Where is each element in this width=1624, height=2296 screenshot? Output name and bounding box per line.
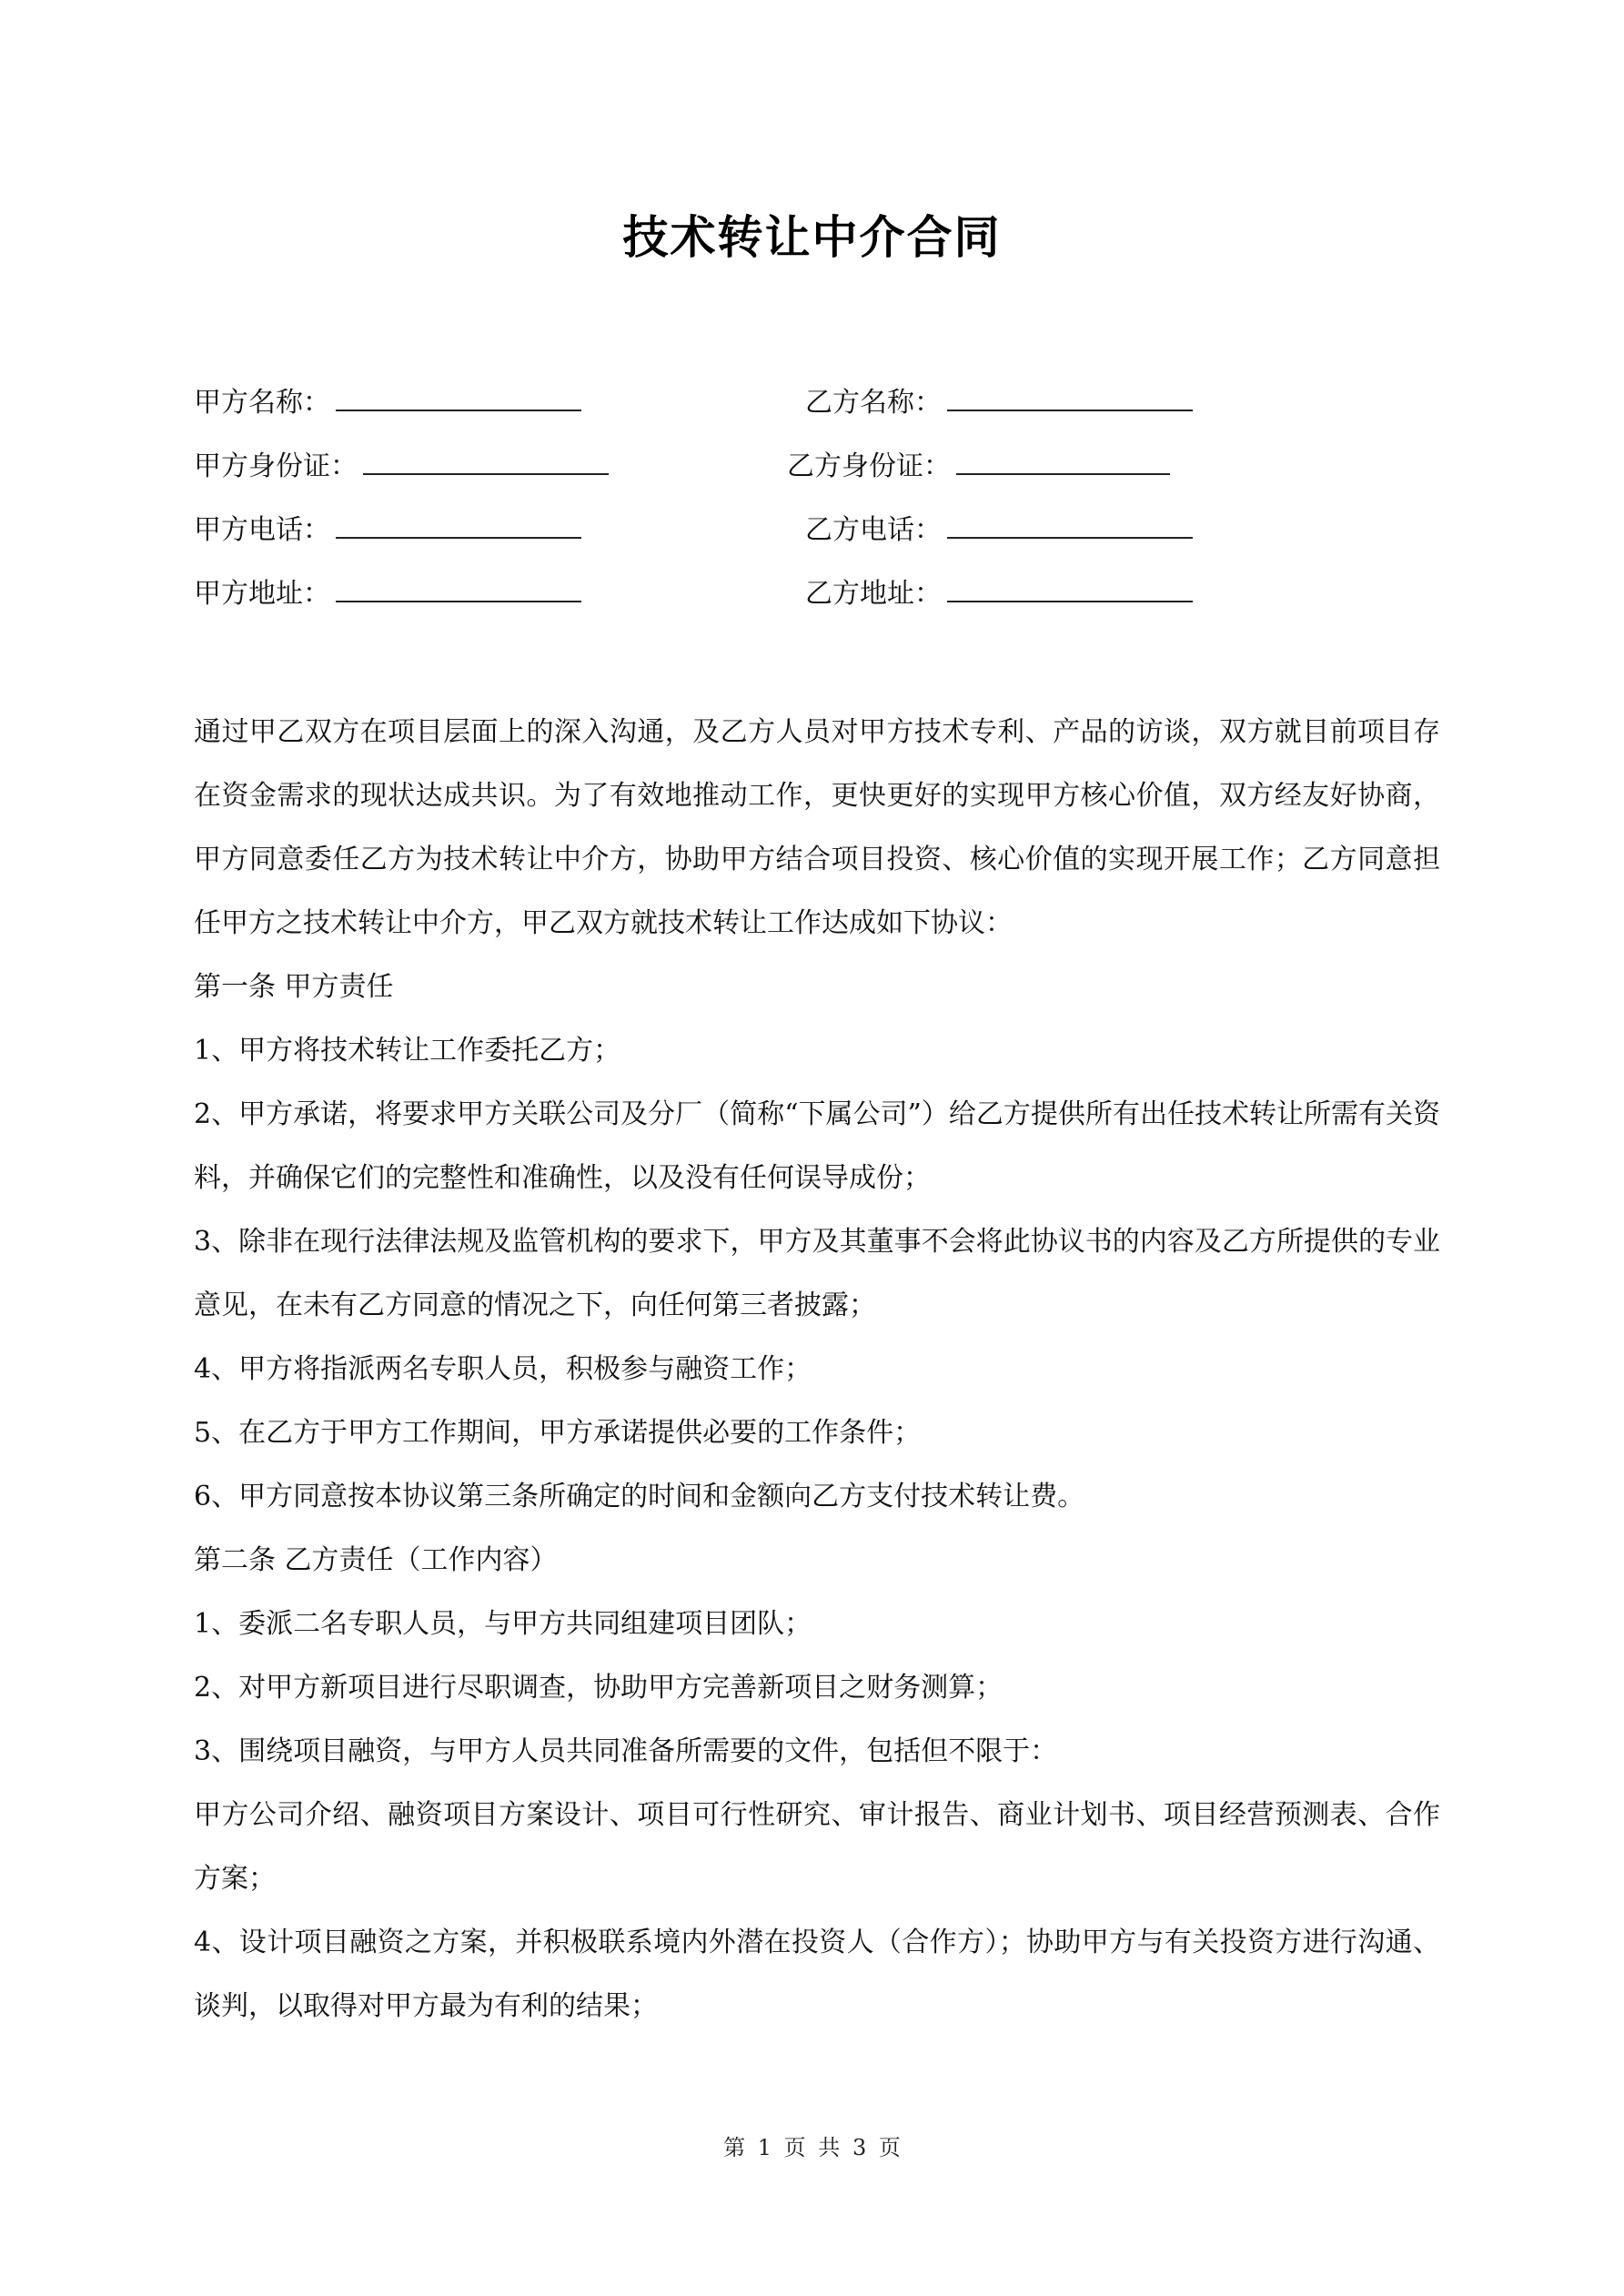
party-b-name-field (805, 380, 1193, 426)
party-a-address-label: 甲方地址： (194, 578, 330, 610)
party-a-address-field (194, 571, 581, 617)
article-1-item: 2、甲方承诺，将要求甲方关联公司及分厂（简称“下属公司”）给乙方提供所有出任技术转让所需有关资料，并确保它们的完整性和准确性，以及没有任何误导成份； (194, 1098, 1440, 1194)
party-b-name-label: 乙方名称： (805, 387, 942, 419)
party-b-address-label: 乙方地址： (805, 578, 942, 610)
article-1-heading: 第一条 甲方责任 (194, 971, 394, 1003)
intro-paragraph: 通过甲乙双方在项目层面上的深入沟通，及乙方人员对甲方技术专利、产品的访谈，双方就目前项目存在资金需求的现状达成共识。为了有效地推动工作，更快更好的实现甲方核心价值，双方经友好协商，甲方同意委任乙方为技术转让中介方，协助甲方结合项目投资、核心价值的实现开展工作；乙方同意担任甲方之技术转让中介方，甲乙双方就技术转让工作达成如下协议： (194, 716, 1440, 939)
party-name-row (194, 380, 1449, 444)
article-2-item: 4、设计项目融资之方案，并积极联系境内外潜在投资人（合作方）；协助甲方与有关投资方进行沟通、谈判，以取得对甲方最为有利的结果； (194, 1927, 1440, 2022)
party-b-id-field (787, 444, 1170, 490)
party-id-row (194, 444, 1449, 508)
document-title: 技术转让中介合同 (622, 211, 1002, 264)
article-2-item: 3、围绕项目融资，与甲方人员共同准备所需要的文件，包括但不限于： (194, 1735, 1058, 1767)
party-a-name-blank[interactable] (336, 382, 581, 411)
party-b-id-blank[interactable] (956, 446, 1170, 475)
party-a-id-label: 甲方身份证： (194, 450, 358, 482)
party-b-phone-field (805, 508, 1193, 553)
party-a-id-field (194, 444, 609, 490)
article-2-item: 甲方公司介绍、融资项目方案设计、项目可行性研究、审计报告、商业计划书、项目经营预测表、合作方案； (194, 1799, 1440, 1895)
article-1-item: 3、除非在现行法律法规及监管机构的要求下，甲方及其董事不会将此协议书的内容及乙方所提供的专业意见，在未有乙方同意的情况之下，向任何第三者披露； (194, 1226, 1440, 1321)
party-b-phone-label: 乙方电话： (805, 514, 942, 546)
party-a-address-blank[interactable] (336, 573, 581, 602)
party-b-id-label: 乙方身份证： (787, 450, 951, 482)
party-a-phone-field (194, 508, 581, 553)
page-number-footer: 第 1 页 共 3 页 (723, 2135, 901, 2160)
article-1-item: 5、在乙方于甲方工作期间，甲方承诺提供必要的工作条件； (194, 1417, 922, 1449)
party-a-phone-blank[interactable] (336, 510, 581, 539)
party-a-phone-label: 甲方电话： (194, 514, 330, 546)
article-2-heading: 第二条 乙方责任（工作内容） (194, 1544, 558, 1576)
article-1-item: 1、甲方将技术转让工作委托乙方； (194, 1035, 621, 1067)
party-info-section (194, 380, 1449, 635)
party-b-name-blank[interactable] (947, 382, 1193, 411)
party-a-name-label: 甲方名称： (194, 387, 330, 419)
party-address-row (194, 571, 1449, 635)
article-2-item: 2、对甲方新项目进行尽职调查，协助甲方完善新项目之财务测算； (194, 1672, 1004, 1704)
article-2-item: 1、委派二名专职人员，与甲方共同组建项目团队； (194, 1608, 812, 1640)
party-a-name-field (194, 380, 581, 426)
party-b-phone-blank[interactable] (947, 510, 1193, 539)
party-b-address-field (805, 571, 1193, 617)
contract-body (194, 701, 1440, 2038)
party-phone-row (194, 508, 1449, 571)
party-a-id-blank[interactable] (363, 446, 609, 475)
party-b-address-blank[interactable] (947, 573, 1193, 602)
article-1-item: 4、甲方将指派两名专职人员，积极参与融资工作； (194, 1353, 812, 1385)
article-1-item: 6、甲方同意按本协议第三条所确定的时间和金额向乙方支付技术转让费。 (194, 1481, 1085, 1512)
